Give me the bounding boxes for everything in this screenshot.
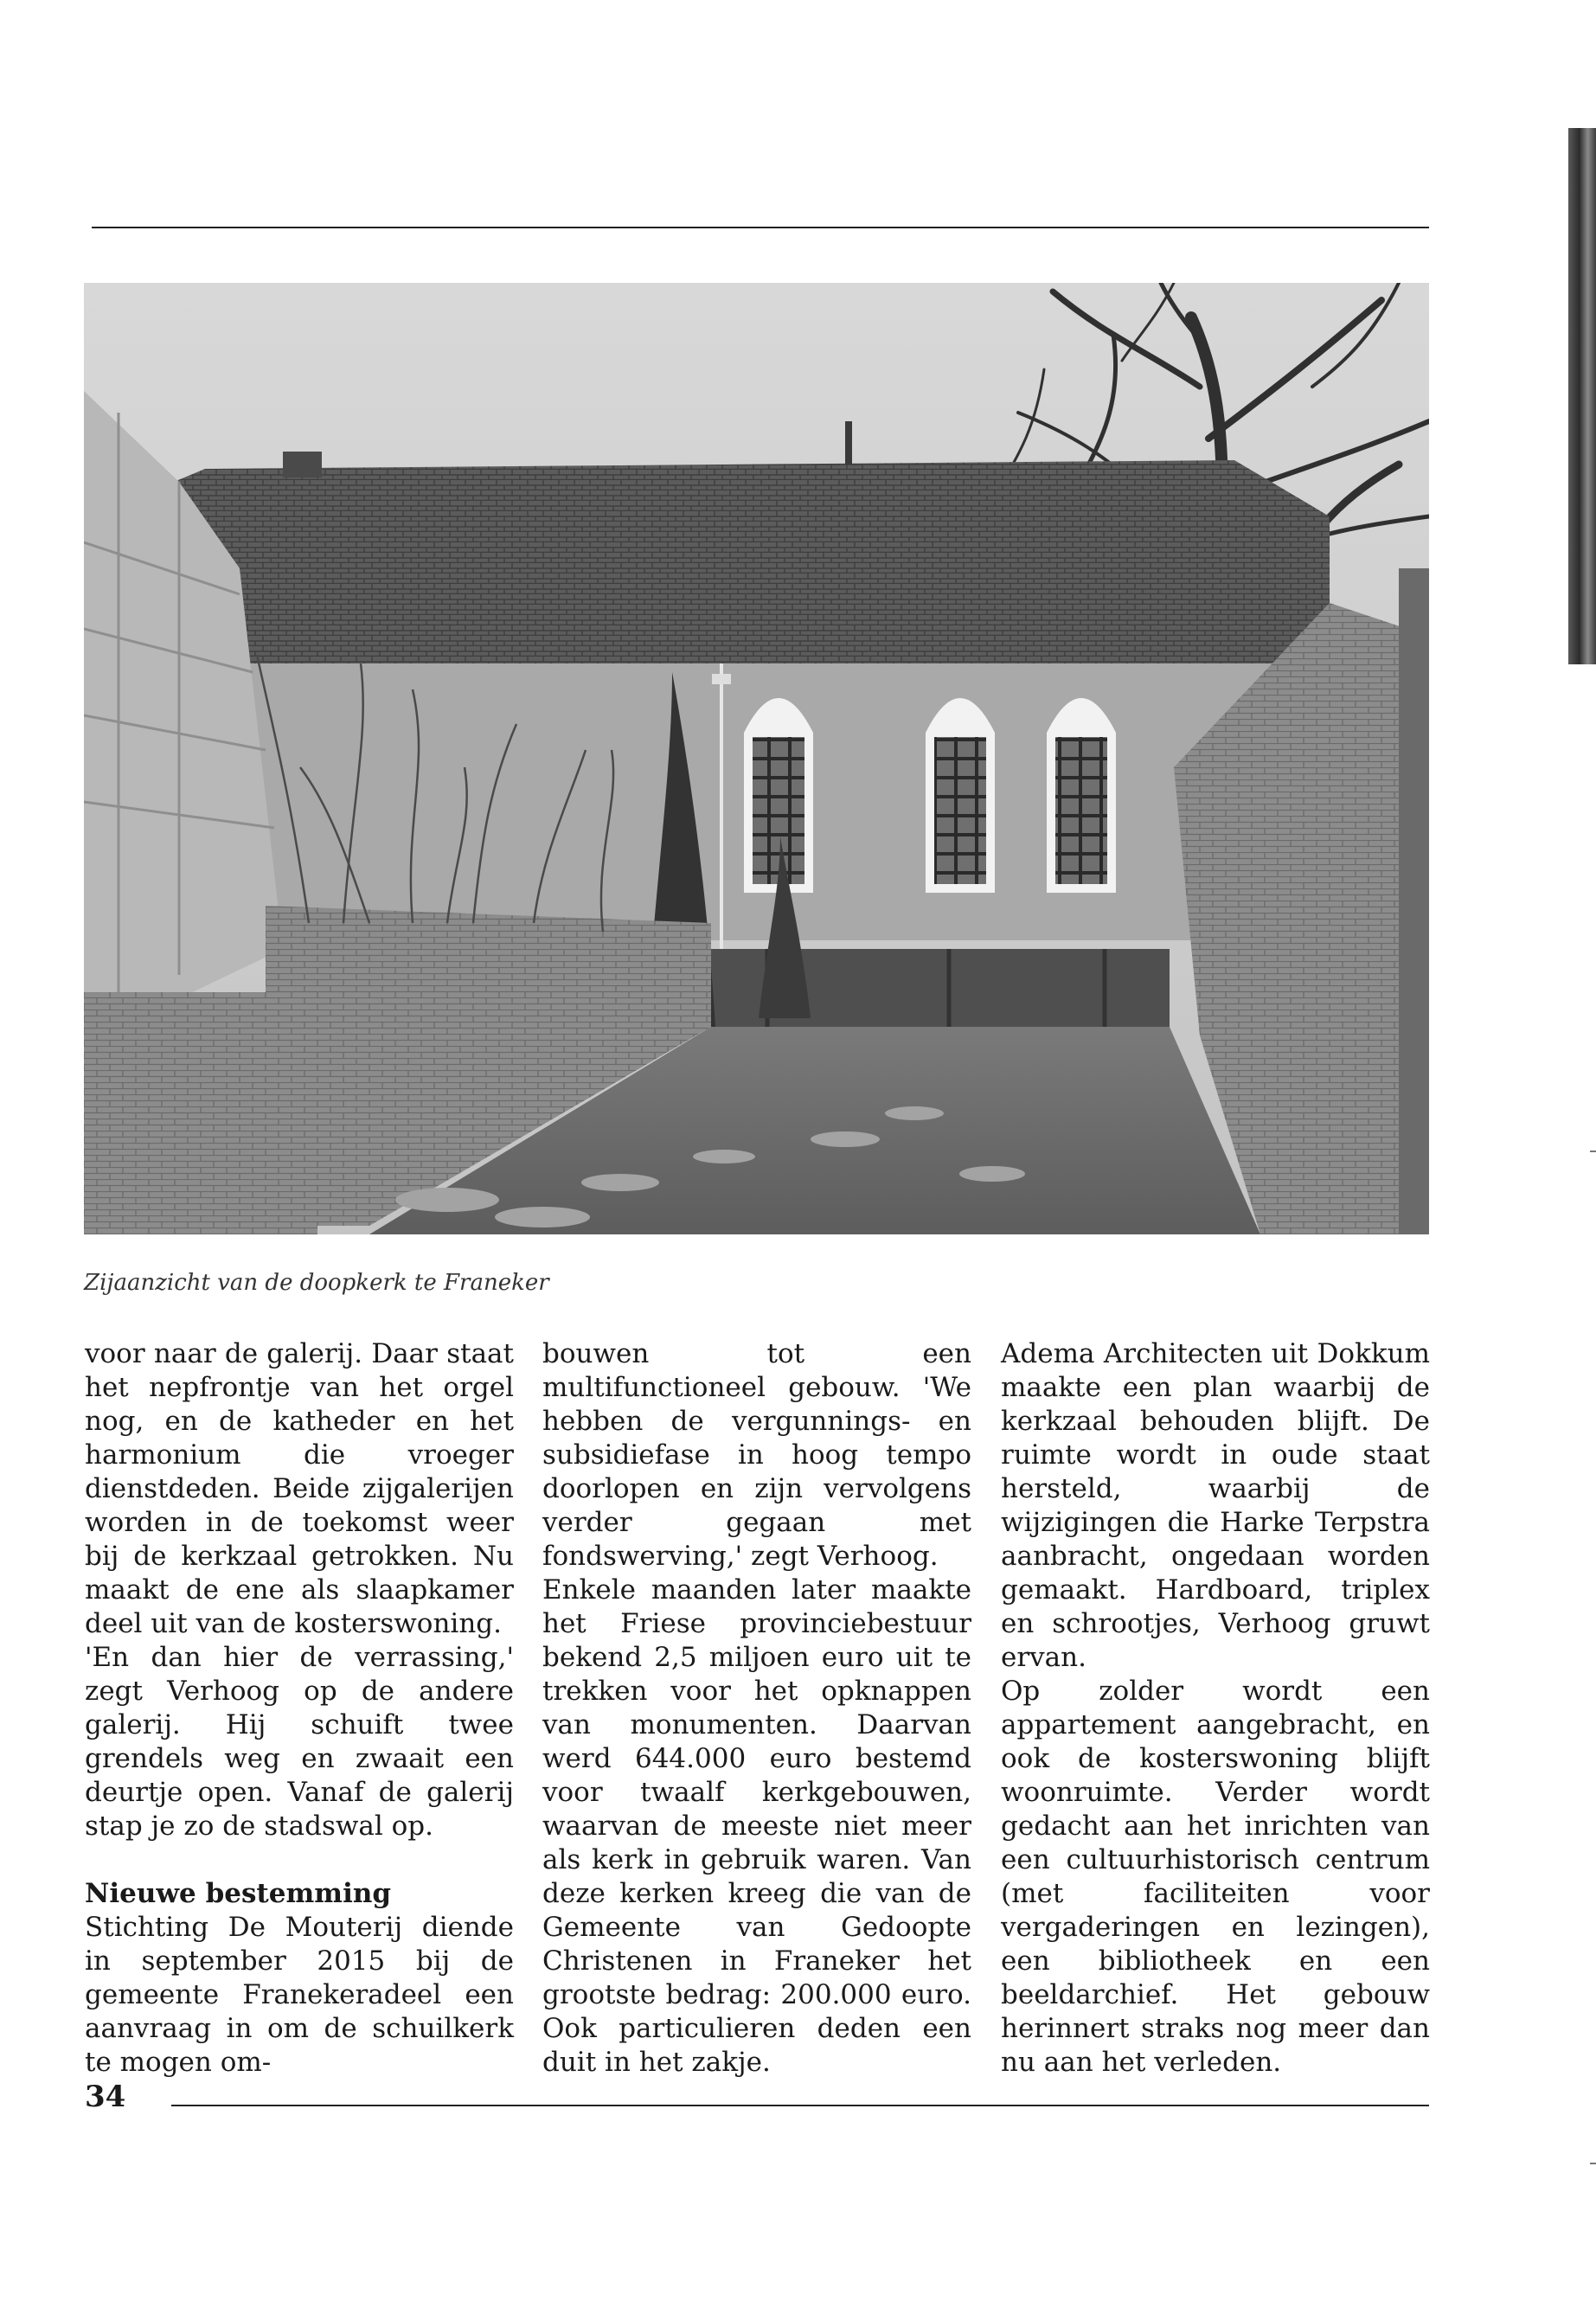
church-photo-illustration	[84, 283, 1429, 1234]
adjacent-page-mark	[1590, 1150, 1596, 1152]
text-column-3	[1001, 1337, 1430, 2080]
header-rule	[92, 227, 1429, 228]
paragraph: Adema Architecten uit Dokkum maakte een plan waarbij de kerkzaal behouden blijft. De ruimte wordt in oude staat hersteld, waarbij de wijzigingen die Harke Terpstra aanbracht, ongedaan worden gemaakt. Hardboard, triplex en schrootjes, Verhoog gruwt ervan.	[1001, 1338, 1430, 1673]
adjacent-page-mark	[1590, 2163, 1596, 2164]
adjacent-page-spine	[1568, 128, 1596, 664]
paragraph-spacer	[85, 1843, 514, 1877]
paragraph: 'En dan hier de verrassing,' zegt Verhoog op de andere galerij. Hij schuift twee grendels weg en zwaait een deurtje open. Vanaf de galerij stap je zo de stadswal op.	[85, 1642, 514, 1842]
page-number: 34	[85, 2080, 126, 2114]
text-column-2	[542, 1337, 971, 2080]
paragraph: bouwen tot een multifunctioneel gebouw. 'We hebben de vergunnings- en subsidiefase in hoog tempo doorlopen en zijn vervolgens verder gegaan met fondswerving,' zegt Verhoog.	[542, 1338, 971, 1572]
section-heading: Nieuwe bestemming	[85, 1878, 392, 1909]
church-photo	[84, 283, 1429, 1234]
paragraph: voor naar de galerij. Daar staat het nepfrontje van het orgel nog, en de katheder en het harmonium die vroeger dienstdeden. Beide zijgalerijen worden in de toekomst weer bij de kerkzaal getrokken. Nu maakt de ene als slaapkamer deel uit van de kosterswoning.	[85, 1338, 514, 1639]
photo-caption: Zijaanzicht van de doopkerk te Franeker	[84, 1270, 549, 1296]
text-column-1	[85, 1337, 514, 2080]
paragraph: Enkele maanden later maakte het Friese provinciebestuur bekend 2,5 miljoen euro uit te trekken voor het opknappen van monumenten. Daarvan werd 644.000 euro bestemd voor twaalf kerkgebouwen, waarvan de meeste niet meer als kerk in gebruik waren. Van deze kerken kreeg die van de Gemeente van Gedoopte Christenen in Franeker het grootste bedrag: 200.000 euro. Ook particulieren deden een duit in het zakje.	[542, 1574, 971, 2078]
footer-rule	[171, 2105, 1429, 2106]
paragraph: Stichting De Mouterij diende in september 2015 bij de gemeente Franekeradeel een aanvraag in om de schuilkerk te mogen om-	[85, 1912, 514, 2078]
paragraph: Op zolder wordt een appartement aangebracht, en ook de kosterswoning blijft woonruimte. Verder wordt gedacht aan het inrichten van een cultuurhistorisch centrum (met faciliteiten voor vergaderingen en lezingen), een bibliotheek en een beeldarchief. Het gebouw herinnert straks nog meer dan nu aan het verleden.	[1001, 1676, 1430, 2078]
